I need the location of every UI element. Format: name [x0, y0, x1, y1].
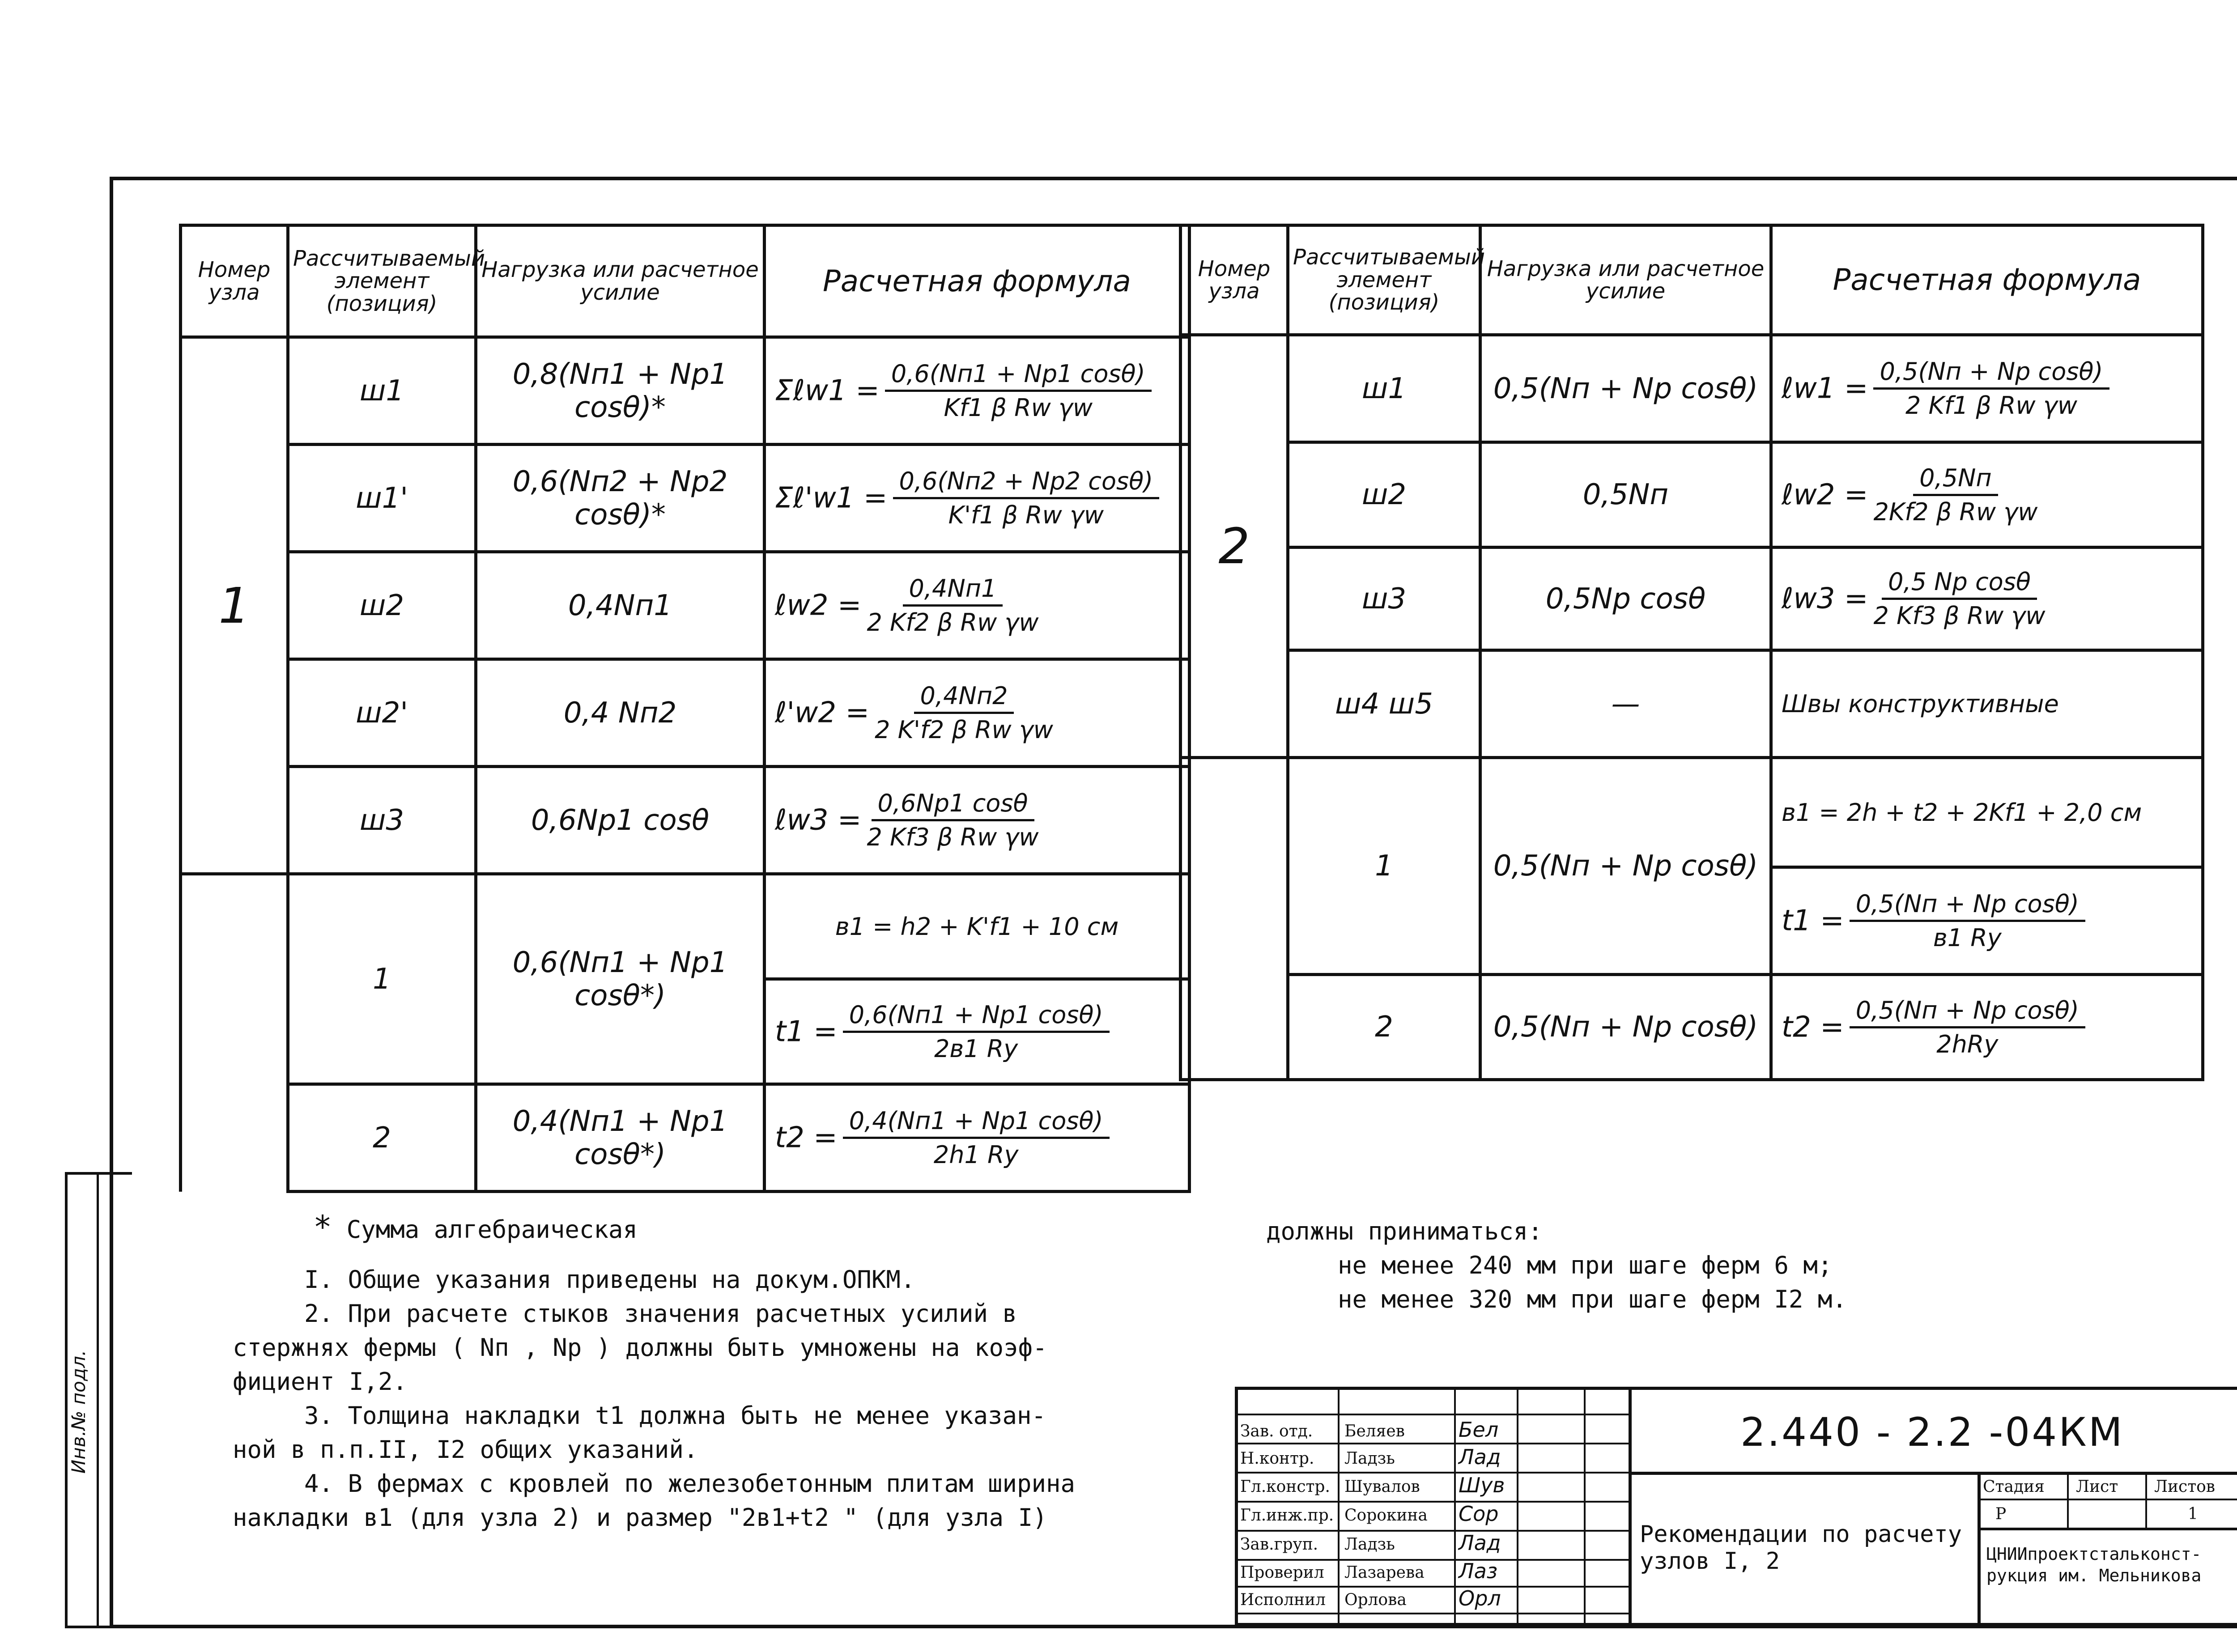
asterisk-mark: *	[313, 1209, 332, 1245]
formula-numerator: 0,6(Nп1 + Nр1 cosθ)	[843, 1001, 1110, 1033]
element-cell: ш1	[1288, 335, 1480, 442]
sheet-label: Лист	[2076, 1478, 2118, 1496]
formula-denominator: 2 K'f2 β Rw γw	[875, 716, 1053, 744]
formula-lhs: ℓw2 =	[775, 589, 862, 622]
role-7: Исполнил	[1240, 1591, 1326, 1609]
formula-lhs: t2 =	[775, 1121, 838, 1155]
formula-lhs: ℓw3 =	[775, 803, 862, 837]
note-4-line-1: 4. В фермах с кровлей по железобетонным плитам ширина	[304, 1469, 1076, 1498]
table-row	[181, 1084, 1190, 1192]
formula-denominator: 2в1 Ry	[934, 1034, 1018, 1063]
node-number: 2	[1181, 335, 1288, 758]
formula-lhs: Σℓw1 =	[775, 374, 880, 408]
formula-cell	[1771, 335, 2203, 442]
element-cell: 1	[1288, 758, 1480, 975]
formula-cell	[1771, 442, 2203, 548]
formula-cell	[765, 552, 1190, 659]
element-cell: ш4 ш5	[1288, 650, 1480, 758]
formula-lhs: ℓw1 =	[1782, 372, 1868, 405]
formula-cell	[765, 767, 1190, 874]
signature-4: Сор	[1459, 1502, 1499, 1526]
role-5: Зав.груп.	[1240, 1535, 1318, 1554]
formula-fraction	[1873, 568, 2045, 630]
table-row	[181, 552, 1190, 659]
binding-strip	[65, 1172, 132, 1628]
table-row	[1181, 548, 2203, 650]
table-row	[1181, 650, 2203, 758]
sheets-value: 1	[2188, 1505, 2198, 1523]
title-block	[1235, 1387, 2237, 1626]
note-2-line-1: 2. При расчете стыков значения расчетных усилий в	[304, 1300, 1017, 1328]
load-cell: 0,4 Nп2	[476, 659, 765, 767]
header-load: Нагрузка или расчетное усилие	[1480, 225, 1771, 335]
formula-lhs: t2 =	[1782, 1011, 1844, 1044]
binding-divider	[97, 1175, 99, 1626]
header-node: Номер узла	[1181, 225, 1288, 335]
formula-denominator: Kf1 β Rw γw	[944, 394, 1093, 422]
formula-lhs: ℓw2 =	[1782, 478, 1868, 511]
formula-numerator: 0,4Nп2	[914, 682, 1014, 714]
calc-table-node-2	[1179, 224, 2204, 1081]
formula-fraction	[1850, 996, 2085, 1058]
note-2-line-3: фициент I,2.	[233, 1367, 408, 1396]
notes-left	[233, 1210, 1075, 1535]
table-row	[1181, 442, 2203, 548]
formula-numerator: 0,4(Nп1 + Nр1 cosθ)	[843, 1107, 1110, 1139]
header-element: Рассчитываемый элемент (позиция)	[288, 225, 476, 337]
signature-7: Орл	[1459, 1586, 1501, 1610]
note-4-line-2: накладки в1 (для узла 2) и размер "2в1+t2 " (для узла I)	[233, 1503, 1047, 1532]
header-element: Рассчитываемый элемент (позиция)	[1288, 225, 1480, 335]
header-formula: Расчетная формула	[1771, 225, 2203, 335]
note-2-line-2: стержнях фермы ( Nп , Nр ) должны быть умножены на коэф-	[233, 1333, 1047, 1362]
formula-numerator: 0,5(Nп + Nр cosθ)	[1873, 357, 2109, 390]
formula-denominator: 2 Kf3 β Rw γw	[867, 823, 1039, 851]
formula-denominator: 2 Kf1 β Rw γw	[1905, 391, 2078, 420]
element-cell: ш1	[288, 337, 476, 445]
signature-2: Лад	[1459, 1445, 1501, 1469]
formula-denominator: 2 Kf3 β Rw γw	[1873, 602, 2046, 630]
formula-denominator: K'f1 β Rw γw	[948, 501, 1104, 529]
name-6: Лазарева	[1344, 1563, 1425, 1582]
name-5: Ладзь	[1344, 1535, 1395, 1554]
formula-numerator: 0,6(Nп1 + Nр1 cosθ)	[885, 360, 1152, 392]
organization-line-1: ЦНИИпроектстальконст-	[1986, 1544, 2202, 1564]
grid-line	[1235, 1586, 1629, 1588]
grid-line	[1629, 1387, 1632, 1626]
formula-fraction	[867, 789, 1038, 851]
grid-line	[1584, 1387, 1586, 1626]
formula-cell: Швы конструктивные	[1771, 650, 2203, 758]
notes-right	[1266, 1215, 1847, 1317]
table-row	[181, 337, 1190, 445]
document-number: 2.440 - 2.2 -04КМ	[1740, 1409, 2124, 1455]
formula-fraction	[1873, 464, 2037, 526]
formula-numerator: 0,4Nп1	[903, 574, 1003, 607]
note-4-line-5: не менее 320 мм при шаге ферм I2 м.	[1338, 1285, 1847, 1313]
load-cell: 0,5(Nп + Nр cosθ)	[1480, 758, 1771, 975]
table-row	[1181, 335, 2203, 442]
element-cell: ш2	[288, 552, 476, 659]
name-4: Сорокина	[1344, 1506, 1428, 1525]
role-2: Н.контр.	[1240, 1449, 1314, 1468]
formula-fraction	[867, 574, 1038, 637]
formula-cell: в1 = h2 + K'f1 + 10 cм	[765, 874, 1190, 979]
formula-numerator: 0,5(Nп + Nр cosθ)	[1850, 996, 2085, 1028]
grid-line	[1235, 1559, 1629, 1561]
stage-label: Стадия	[1983, 1478, 2045, 1496]
table-row	[1181, 975, 2203, 1080]
calc-table-node-1	[179, 224, 1191, 1193]
formula-fraction	[1873, 357, 2109, 420]
signature-5: Лад	[1459, 1531, 1501, 1555]
formula-cell	[765, 337, 1190, 445]
formula-cell	[765, 979, 1190, 1084]
header-row	[181, 225, 1190, 337]
role-1: Зав. отд.	[1240, 1422, 1313, 1440]
role-6: Проверил	[1240, 1563, 1324, 1582]
asterisk-note	[313, 1210, 1075, 1247]
grid-line	[1517, 1387, 1518, 1626]
grid-line	[1978, 1499, 2237, 1500]
signature-1: Бел	[1459, 1418, 1499, 1442]
formula-lhs: t1 =	[1782, 904, 1844, 938]
table-row	[181, 767, 1190, 874]
node-number-cont	[1181, 758, 1288, 1080]
load-cell: 0,5(Nп + Nр cosθ)	[1480, 335, 1771, 442]
signature-3: Шув	[1459, 1473, 1505, 1497]
signature-6: Лаз	[1459, 1559, 1498, 1583]
formula-fraction	[893, 467, 1160, 529]
formula-cell: в1 = 2h + t2 + 2Kf1 + 2,0 cм	[1771, 758, 2203, 867]
grid-line	[1235, 1530, 1629, 1532]
formula-numerator: 0,5 Nр cosθ	[1882, 568, 2037, 600]
load-cell: 0,8(Nп1 + Nр1 cosθ)*	[476, 337, 765, 445]
header-load: Нагрузка или расчетное усилие	[476, 225, 765, 337]
table-row	[181, 874, 1190, 979]
name-3: Шувалов	[1344, 1478, 1420, 1496]
note-4-line-3: должны приниматься:	[1266, 1217, 1543, 1245]
element-cell: 2	[1288, 975, 1480, 1080]
formula-denominator: 2h1 Ry	[933, 1141, 1019, 1169]
load-cell: 0,5Nр cosθ	[1480, 548, 1771, 650]
sheet-title-line-2: узлов I, 2	[1640, 1548, 1780, 1575]
note-3-line-2: ной в п.п.II, I2 общих указаний.	[233, 1435, 698, 1464]
formula-denominator: 2hRy	[1936, 1030, 1999, 1058]
element-cell: ш2	[1288, 442, 1480, 548]
formula-lhs: ℓw3 =	[1782, 582, 1868, 616]
formula-lhs: t1 =	[775, 1015, 838, 1048]
formula-numerator: 0,6(Nп2 + Nр2 cosθ)	[893, 467, 1160, 499]
note-4-line-4: не менее 240 мм при шаге ферм 6 м;	[1338, 1251, 1833, 1279]
formula-denominator: 2 Kf2 β Rw γw	[867, 608, 1039, 637]
load-cell: 0,5(Nп + Nр cosθ)	[1480, 975, 1771, 1080]
load-cell: 0,6Nр1 cosθ	[476, 767, 765, 874]
grid-line	[1235, 1501, 1629, 1503]
formula-fraction	[885, 360, 1152, 422]
name-1: Беляев	[1344, 1422, 1405, 1440]
table-row	[1181, 758, 2203, 867]
sheet-title	[1640, 1521, 1962, 1575]
formula-lhs: ℓ'w2 =	[775, 696, 870, 730]
organization-line-2: рукция им. Мельникова	[1986, 1566, 2202, 1585]
role-3: Гл.констр.	[1240, 1478, 1330, 1496]
element-cell: ш3	[288, 767, 476, 874]
formula-cell	[765, 659, 1190, 767]
element-cell: ш2'	[288, 659, 476, 767]
load-cell: 0,4Nп1	[476, 552, 765, 659]
element-cell: ш3	[1288, 548, 1480, 650]
node-number-cont	[181, 874, 288, 1192]
formula-cell	[1771, 548, 2203, 650]
role-4: Гл.инж.пр.	[1240, 1506, 1334, 1525]
load-cell: 0,6(Nп2 + Nр2 cosθ)*	[476, 445, 765, 552]
node-number: 1	[181, 337, 288, 874]
load-cell: —	[1480, 650, 1771, 758]
asterisk-note-text: Сумма алгебраическая	[346, 1215, 638, 1244]
formula-fraction	[843, 1107, 1110, 1169]
formula-fraction	[843, 1001, 1110, 1063]
formula-denominator: 2Kf2 β Rw γw	[1873, 497, 2038, 526]
formula-denominator: в1 Ry	[1933, 924, 2002, 952]
formula-cell	[765, 445, 1190, 552]
grid-line	[1338, 1387, 1340, 1626]
load-cell: 0,4(Nп1 + Nр1 cosθ*)	[476, 1084, 765, 1192]
element-cell: 2	[288, 1084, 476, 1192]
name-2: Ладзь	[1344, 1449, 1395, 1468]
inventory-label: Инв.№ подл.	[68, 1350, 89, 1474]
organization	[1986, 1543, 2201, 1586]
formula-numerator: 0,6Nр1 cosθ	[872, 789, 1034, 821]
formula-cell	[1771, 867, 2203, 975]
element-cell: 1	[288, 874, 476, 1084]
grid-line	[1235, 1613, 1629, 1614]
header-formula: Расчетная формула	[765, 225, 1190, 337]
table-row	[181, 659, 1190, 767]
header-row	[1181, 225, 2203, 335]
note-1: I. Общие указания приведены на докум.ОПКМ.	[304, 1266, 915, 1294]
formula-fraction	[1850, 890, 2085, 952]
formula-fraction	[875, 682, 1053, 744]
grid-line	[1978, 1528, 2237, 1530]
formula-numerator: 0,5(Nп + Nр cosθ)	[1850, 890, 2085, 922]
formula-cell	[1771, 975, 2203, 1080]
table-row	[181, 445, 1190, 552]
grid-line	[1454, 1387, 1456, 1626]
grid-line	[1235, 1472, 1629, 1474]
formula-cell	[765, 1084, 1190, 1192]
note-3-line-1: 3. Толщина накладки t1 должна быть не менее указан-	[304, 1401, 1046, 1430]
sheets-label: Листов	[2154, 1478, 2216, 1496]
formula-lhs: Σℓ'w1 =	[775, 481, 888, 515]
formula-numerator: 0,5Nп	[1913, 464, 1998, 496]
load-cell: 0,6(Nп1 + Nр1 cosθ*)	[476, 874, 765, 1084]
grid-line	[1235, 1443, 1629, 1444]
stage-value: Р	[1995, 1505, 2007, 1523]
load-cell: 0,5Nп	[1480, 442, 1771, 548]
element-cell: ш1'	[288, 445, 476, 552]
name-7: Орлова	[1344, 1591, 1407, 1609]
grid-line	[1978, 1472, 1981, 1626]
header-node: Номер узла	[181, 225, 288, 337]
sheet-title-line-1: Рекомендации по расчету	[1640, 1521, 1962, 1548]
grid-line	[1235, 1414, 1629, 1415]
